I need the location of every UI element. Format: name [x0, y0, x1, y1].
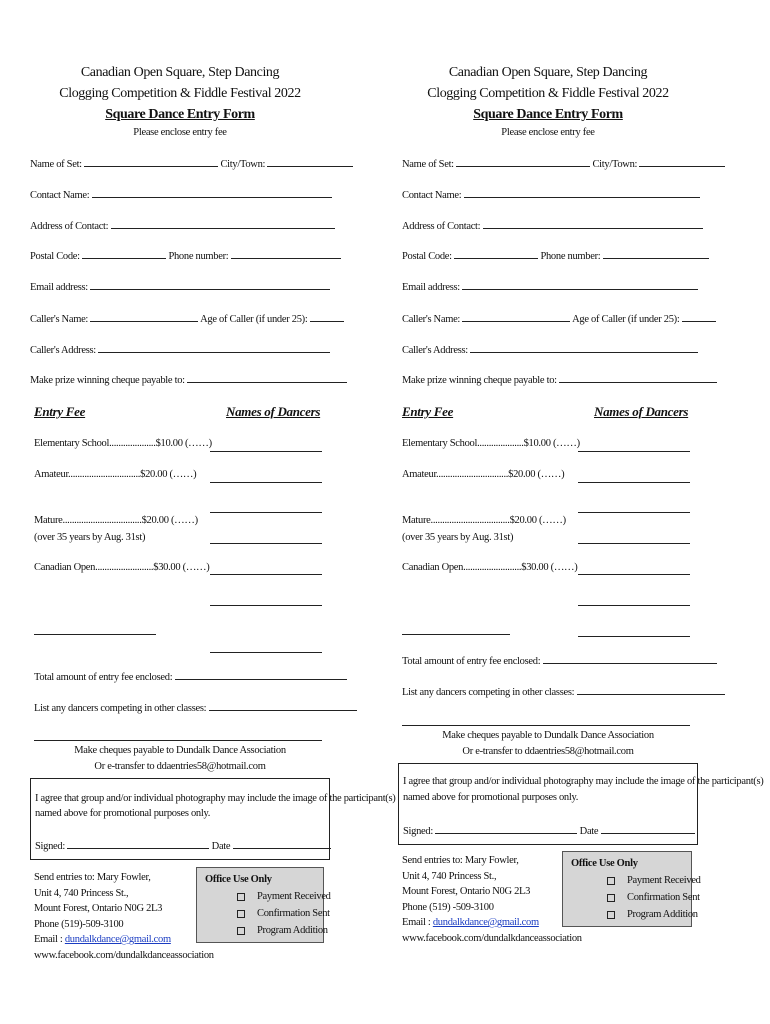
address-row — [402, 219, 703, 232]
send-email-row — [34, 932, 214, 948]
city-town-field[interactable] — [639, 157, 725, 167]
dancer-name-field[interactable] — [210, 482, 322, 483]
send-line2: Unit 4, 740 Princess St., — [402, 870, 497, 882]
email-row — [402, 280, 698, 293]
office-item-label: Confirmation Sent — [627, 892, 700, 903]
signed-label: Signed: — [403, 826, 433, 837]
enclose-fee-note: Please enclose entry fee — [133, 127, 227, 138]
name-of-set-field[interactable] — [84, 157, 218, 167]
cheque-label: Make prize winning cheque payable to: — [402, 375, 557, 386]
email-field[interactable] — [90, 280, 330, 290]
checkbox-icon[interactable] — [237, 927, 245, 935]
office-use-title: Office Use Only — [571, 858, 638, 869]
caller-address-field[interactable] — [470, 343, 698, 353]
form-heading — [398, 62, 698, 125]
email-label: Email address: — [402, 282, 460, 293]
dancer-name-field[interactable] — [210, 605, 322, 606]
entry-form-right — [398, 0, 764, 1024]
caller-age-label: Age of Caller (if under 25): — [200, 314, 308, 325]
date-field[interactable] — [233, 839, 331, 849]
address-label: Address of Contact: — [402, 221, 481, 232]
caller-name-field[interactable] — [90, 312, 198, 322]
email-field[interactable] — [462, 280, 698, 290]
send-line2: Unit 4, 740 Princess St., — [34, 887, 129, 899]
send-line3: Mount Forest, Ontario N0G 2L3 — [34, 903, 163, 914]
names-of-dancers-header: Names of Dancers — [226, 404, 321, 419]
postal-phone-row — [402, 249, 709, 262]
extra-fee-field[interactable] — [402, 634, 510, 635]
entry-fee-header: Entry Fee — [402, 404, 454, 419]
dancer-name-field[interactable] — [578, 451, 690, 452]
consent-box — [398, 763, 764, 845]
consent-text-1: I agree that group and/or individual photography may include the image of the participant(s) — [403, 776, 764, 787]
dancer-name-field[interactable] — [210, 451, 322, 452]
send-email-label: Email : — [402, 917, 433, 928]
other-classes-row — [402, 685, 725, 698]
office-item-confirmation — [237, 908, 330, 919]
total-amount-field[interactable] — [543, 654, 717, 664]
caller-age-field[interactable] — [310, 312, 344, 322]
cheque-row — [30, 373, 347, 386]
email-row — [30, 280, 330, 293]
office-use-box — [196, 867, 331, 943]
cheque-field[interactable] — [187, 373, 347, 383]
date-label: Date — [211, 841, 231, 852]
caller-address-field[interactable] — [98, 343, 330, 353]
form-title: Square Dance Entry Form — [473, 107, 623, 122]
address-label: Address of Contact: — [30, 221, 109, 232]
enclose-fee-note: Please enclose entry fee — [501, 127, 595, 138]
email-label: Email address: — [30, 282, 88, 293]
caller-row — [30, 312, 344, 325]
caller-address-label: Caller's Address: — [402, 345, 468, 356]
caller-address-row — [30, 343, 330, 356]
heading-line2: Clogging Competition & Fiddle Festival 2022 — [427, 86, 669, 101]
form-heading — [30, 62, 330, 125]
caller-address-label: Caller's Address: — [30, 345, 96, 356]
total-amount-row — [402, 654, 717, 667]
other-classes-field[interactable] — [209, 701, 357, 711]
caller-name-label: Caller's Name: — [402, 314, 461, 325]
caller-row — [402, 312, 716, 325]
city-town-label: City/Town: — [220, 159, 266, 170]
consent-text-2: named above for promotional purposes only. — [403, 792, 579, 803]
extra-fee-field[interactable] — [34, 634, 156, 635]
date-field[interactable] — [601, 824, 695, 834]
name-of-set-label: Name of Set: — [30, 159, 82, 170]
signature-field[interactable] — [435, 824, 577, 834]
form-title: Square Dance Entry Form — [105, 107, 255, 122]
dancer-name-field[interactable] — [210, 543, 322, 544]
fee-mature: Mature..................................$20.00 (……) — [402, 515, 566, 526]
send-email-link[interactable]: dundalkdance@gmail.com — [432, 917, 539, 928]
send-email-link[interactable]: dundalkdance@gmail.com — [64, 934, 171, 945]
postal-code-label: Postal Code: — [30, 251, 80, 262]
office-item-program — [607, 909, 698, 920]
office-item-confirmation — [607, 892, 700, 903]
office-item-label: Payment Received — [257, 891, 331, 902]
fee-mature-note: (over 35 years by Aug. 31st) — [34, 532, 146, 543]
send-line1: Send entries to: Mary Fowler, — [402, 855, 519, 866]
cheques-note: Make cheques payable to Dundalk Dance Association — [442, 730, 654, 741]
etransfer-note: Or e-transfer to ddaentries58@hotmail.com — [94, 761, 266, 772]
contact-name-field[interactable] — [92, 188, 332, 198]
caller-name-label: Caller's Name: — [30, 314, 89, 325]
etransfer-note: Or e-transfer to ddaentries58@hotmail.com — [462, 746, 634, 757]
total-amount-label: Total amount of entry fee enclosed: — [34, 672, 173, 683]
city-town-label: City/Town: — [592, 159, 638, 170]
contact-name-label: Contact Name: — [30, 190, 90, 201]
entry-form-left — [30, 0, 396, 1024]
total-amount-field[interactable] — [175, 670, 347, 680]
send-entries-block — [34, 870, 214, 963]
phone-label: Phone number: — [168, 251, 229, 262]
signature-field[interactable] — [67, 839, 209, 849]
contact-name-label: Contact Name: — [402, 190, 462, 201]
cheque-label: Make prize winning cheque payable to: — [30, 375, 185, 386]
fee-amateur: Amateur...............................$20.00 (……) — [34, 469, 197, 480]
dancer-name-field[interactable] — [578, 543, 690, 544]
office-item-label: Confirmation Sent — [257, 908, 330, 919]
total-amount-label: Total amount of entry fee enclosed: — [402, 656, 541, 667]
send-facebook[interactable]: www.facebook.com/dundalkdanceassociation — [34, 949, 214, 961]
dancer-name-field[interactable] — [578, 605, 690, 606]
dancer-name-field[interactable] — [210, 574, 322, 575]
checkbox-icon[interactable] — [607, 894, 615, 902]
names-of-dancers-header: Names of Dancers — [594, 404, 689, 419]
dancer-name-field[interactable] — [578, 482, 690, 483]
city-town-field[interactable] — [267, 157, 353, 167]
phone-field[interactable] — [603, 249, 709, 259]
postal-code-label: Postal Code: — [402, 251, 452, 262]
other-classes-field-2[interactable] — [402, 725, 690, 726]
dancer-name-field[interactable] — [210, 512, 322, 513]
send-phone: Phone (519)-509-3100 — [34, 918, 124, 930]
send-facebook[interactable]: www.facebook.com/dundalkdanceassociation — [402, 932, 582, 944]
fee-mature-note: (over 35 years by Aug. 31st) — [402, 532, 514, 543]
address-field[interactable] — [111, 219, 335, 229]
fee-elementary: Elementary School....................$10.00 (……) — [402, 438, 580, 449]
date-label: Date — [579, 826, 599, 837]
fee-amateur: Amateur...............................$20.00 (……) — [402, 469, 565, 480]
signature-row — [35, 839, 331, 852]
office-use-title: Office Use Only — [205, 874, 272, 885]
heading-line1: Canadian Open Square, Step Dancing — [448, 65, 648, 80]
dancer-name-field[interactable] — [578, 512, 690, 513]
dancer-name-field[interactable] — [578, 636, 690, 637]
office-item-program — [237, 925, 328, 936]
caller-age-label: Age of Caller (if under 25): — [572, 314, 680, 325]
dancer-name-field[interactable] — [210, 652, 322, 653]
caller-age-field[interactable] — [682, 312, 716, 322]
fee-canadian-open: Canadian Open.........................$30.00 (……) — [34, 562, 210, 573]
other-classes-row — [34, 701, 357, 714]
office-item-payment — [607, 875, 701, 886]
phone-field[interactable] — [231, 249, 341, 259]
consent-box — [30, 778, 396, 860]
office-item-label: Payment Received — [627, 875, 701, 886]
postal-code-field[interactable] — [454, 249, 538, 259]
checkbox-icon[interactable] — [607, 877, 615, 885]
caller-name-field[interactable] — [462, 312, 570, 322]
office-item-payment — [237, 891, 331, 902]
send-phone: Phone (519) -509-3100 — [402, 901, 494, 913]
consent-text-1: I agree that group and/or individual photography may include the image of the participant(s) — [35, 793, 396, 804]
signature-row — [403, 824, 695, 837]
other-classes-field-2[interactable] — [34, 740, 322, 741]
other-classes-label: List any dancers competing in other classes: — [402, 687, 575, 698]
name-of-set-label: Name of Set: — [402, 159, 454, 170]
contact-name-row — [30, 188, 332, 201]
signed-label: Signed: — [35, 841, 65, 852]
send-line3: Mount Forest, Ontario N0G 2L3 — [402, 886, 531, 897]
send-entries-block — [402, 853, 582, 946]
send-email-row — [402, 915, 582, 931]
address-row — [30, 219, 335, 232]
send-email-label: Email : — [34, 934, 65, 945]
cheques-note: Make cheques payable to Dundalk Dance Association — [74, 745, 286, 756]
name-of-set-field[interactable] — [456, 157, 590, 167]
total-amount-row — [34, 670, 347, 683]
contact-name-row — [402, 188, 700, 201]
send-line1: Send entries to: Mary Fowler, — [34, 872, 151, 883]
heading-line1: Canadian Open Square, Step Dancing — [80, 65, 280, 80]
entry-fee-header: Entry Fee — [34, 404, 86, 419]
dancer-name-field[interactable] — [578, 574, 690, 575]
caller-address-row — [402, 343, 698, 356]
name-of-set-row — [402, 157, 725, 170]
heading-line2: Clogging Competition & Fiddle Festival 2022 — [59, 86, 301, 101]
postal-phone-row — [30, 249, 341, 262]
other-classes-field[interactable] — [577, 685, 725, 695]
address-field[interactable] — [483, 219, 703, 229]
checkbox-icon[interactable] — [607, 911, 615, 919]
name-of-set-row — [30, 157, 353, 170]
office-item-label: Program Addition — [257, 925, 328, 936]
fee-mature: Mature..................................$20.00 (……) — [34, 515, 198, 526]
postal-code-field[interactable] — [82, 249, 166, 259]
fee-elementary: Elementary School....................$10.00 (……) — [34, 438, 212, 449]
checkbox-icon[interactable] — [237, 910, 245, 918]
other-classes-label: List any dancers competing in other classes: — [34, 703, 207, 714]
fee-canadian-open: Canadian Open.........................$30.00 (……) — [402, 562, 578, 573]
office-use-box — [562, 851, 701, 927]
consent-text-2: named above for promotional purposes only. — [35, 808, 211, 819]
office-item-label: Program Addition — [627, 909, 698, 920]
checkbox-icon[interactable] — [237, 893, 245, 901]
contact-name-field[interactable] — [464, 188, 700, 198]
phone-label: Phone number: — [540, 251, 601, 262]
cheque-row — [402, 373, 717, 386]
cheque-field[interactable] — [559, 373, 717, 383]
